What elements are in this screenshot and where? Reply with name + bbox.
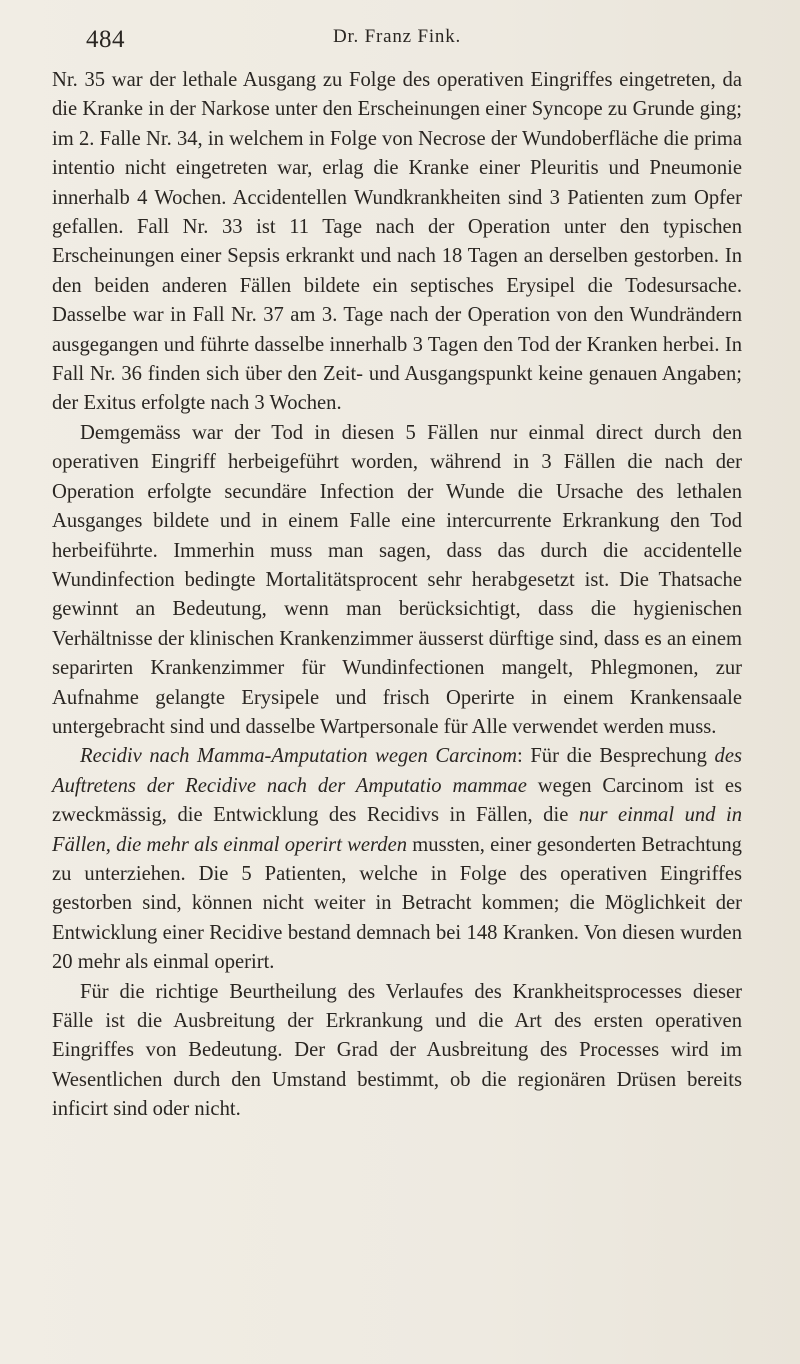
paragraph-1: Nr. 35 war der lethale Ausgang zu Folge des operativen Eingriffes eingetreten, da die Kranke in der Narkose unter den Erscheinungen einer Syncope zu Grunde ging; im 2. Falle Nr. 34, in welchem in Folge von Necrose der Wundoberfläche die prima intentio nicht eingetreten war, erlag die Kranke einer Pleuritis und Pneumonie innerhalb 4 Wochen. Accidentellen Wundkrankheiten sind 3 Patienten zum Opfer gefallen. Fall Nr. 33 ist 11 Tage nach der Operation unter den typischen Erscheinungen einer Sepsis erkrankt und nach 18 Tagen an derselben gestorben. In den beiden anderen Fällen bildete ein septisches Erysipel die Todesursache. Dasselbe war in Fall Nr. 37 am 3. Tage nach der Operation von den Wundrändern ausgegangen und führte dasselbe innerhalb 3 Tagen den Tod der Kranken herbei. In Fall Nr. 36 finden sich über den Zeit- und Ausgangspunkt keine genauen Angaben; der Exitus erfolgte nach 3 Wochen. — [52, 69, 742, 415]
paragraph-2: Demgemäss war der Tod in diesen 5 Fällen nur einmal direct durch den operativen Eingriff herbeigeführt worden, während in 3 Fällen die nach der Operation erfolgte secundäre Infection der Wunde die Ursache des lethalen Ausganges bildete und in einem Falle eine intercurrente Erkrankung den Tod herbeiführte. Immerhin muss man sagen, dass das durch die accidentelle Wundinfection bedingte Mortalitätsprocent sehr herabgesetzt ist. Die Thatsache gewinnt an Bedeutung, wenn man berücksichtigt, dass die hygienischen Verhältnisse der klinischen Krankenzimmer äusserst dürftige sind, dass es an einem separirten Krankenzimmer für Wundinfectionen mangelt, Phlegmonen, zur Aufnahme gelangte Erysipele und frisch Operirte in einem Krankensaale untergebracht sind und dasselbe Wartpersonale für Alle verwendet werden muss. — [52, 421, 742, 738]
running-head — [52, 0, 742, 66]
body-text — [52, 66, 742, 1125]
page-number: 484 — [86, 26, 125, 53]
paragraph-3-text-b: wegen Carcinom ist es zweckmässig, die Entwicklung des Recidivs in Fällen, die — [52, 774, 743, 827]
section-heading-italic: Recidiv nach Mamma-Amputation wegen Carcinom — [80, 745, 517, 768]
paragraph-3-text-c: mussten, einer gesonderten Betrachtung zu unterziehen. Die 5 Patienten, welche in Folge des operativen Eingriffes gestorben sind, können nicht weiter in Betracht kommen; die Möglichkeit der Entwicklung einer Recidive bestand demnach bei 148 Kranken. Von diesen wurden 20 mehr als einmal operirt. — [52, 833, 742, 974]
running-title: Dr. Franz Fink. — [332, 26, 462, 47]
paragraph-4: Für die richtige Beurtheilung des Verlaufes des Krankheitsprocesses dieser Fälle ist die Ausbreitung der Erkrankung und die Art des ersten operativen Eingriffes von Bedeutung. Der Grad der Ausbreitung des Processes wird im Wesentlichen durch den Umstand bestimmt, ob die regionären Drüsen bereits inficirt sind oder nicht. — [52, 980, 742, 1121]
paragraph-3-text-a: : Für die Besprechung — [516, 745, 715, 768]
paragraph-3-italic-b: nur einmal und in Fällen, die mehr als einmal operirt werden — [52, 804, 742, 856]
paragraph-3 — [52, 742, 742, 977]
paragraph-3-italic-a: des Auftretens der Recidive nach der Amputatio mammae — [52, 745, 742, 797]
